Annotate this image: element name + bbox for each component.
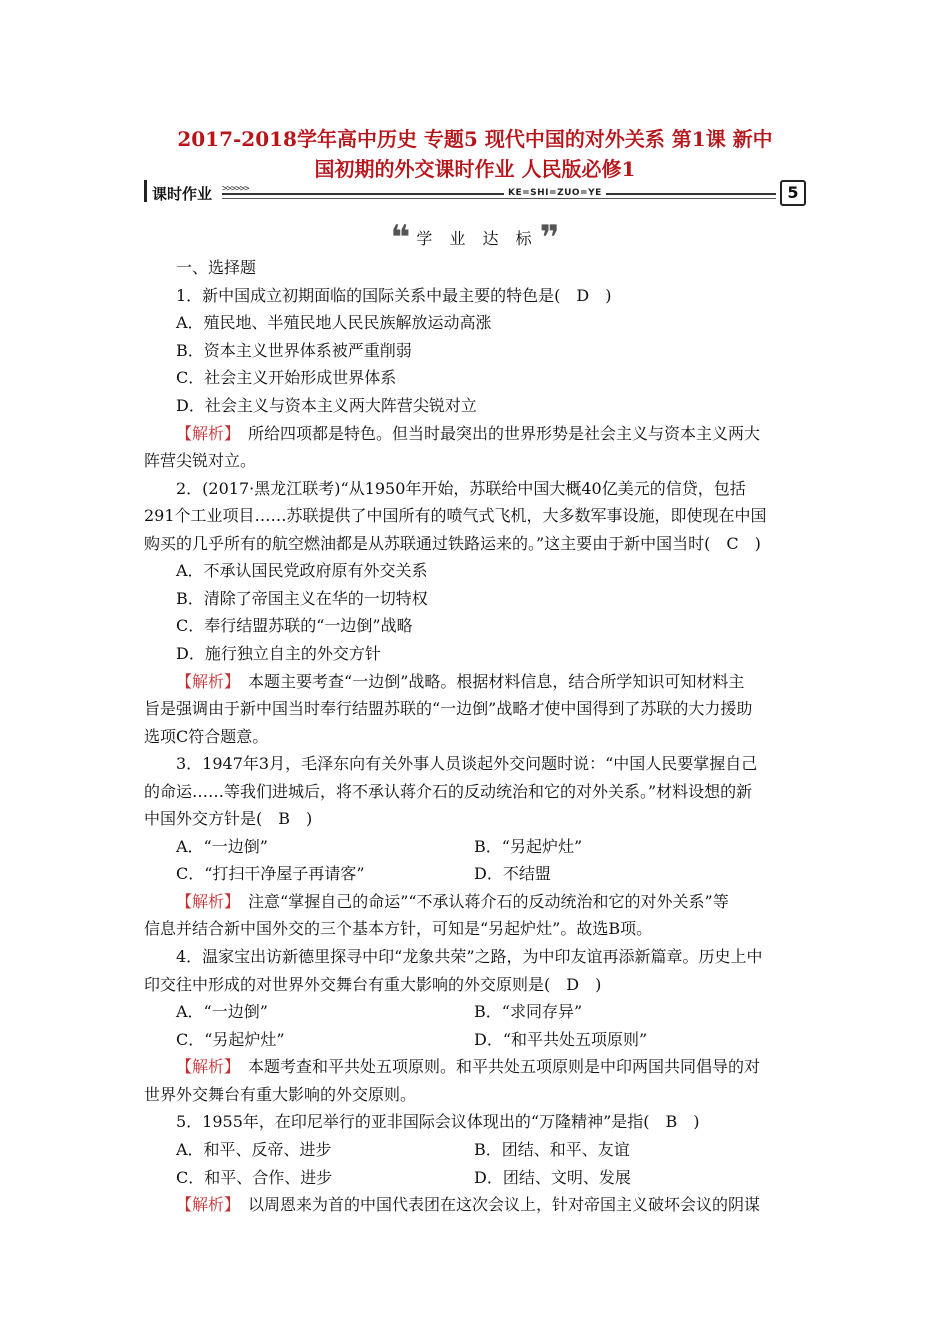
q2-explanation-text: 本题主要考查“一边倒”战略。根据材料信息，结合所学知识可知材料主 [232, 672, 745, 691]
open-quote-icon: ❝ [390, 217, 411, 258]
q3-option-a: A．“一边倒” [176, 837, 268, 856]
homework-banner [144, 180, 806, 206]
explanation-tag: 【解析】 [176, 1195, 233, 1214]
document-title-line-2: 国初期的外交课时作业 人民版必修1 [314, 157, 636, 181]
explanation-tag: 【解析】 [176, 424, 233, 443]
q5-explanation-text: 以周恩来为首的中国代表团在这次会议上，针对帝国主义破坏会议的阴谋 [232, 1195, 761, 1214]
q5-explanation-line-1 [176, 1195, 760, 1215]
q3-explanation-line-1 [176, 892, 729, 912]
q3-option-d: D．不结盟 [474, 864, 551, 883]
banner-pinyin: KE=SHI=ZUO=YE [504, 188, 606, 198]
q3-stem-line-3: 中国外交方针是( B ) [144, 809, 313, 828]
explanation-tag: 【解析】 [176, 892, 233, 911]
q2-stem-line-1: 2．(2017·黑龙江联考)“从1950年开始，苏联给中国大概40亿美元的信贷，包括 [176, 479, 746, 498]
q2-explanation-line-2: 旨是强调由于新中国当时奉行结盟苏联的“一边倒”战略才使中国得到了苏联的大力援助 [144, 699, 753, 718]
q5-option-a: A．和平、反帝、进步 [176, 1140, 332, 1159]
q2-stem-line-3: 购买的几乎所有的航空燃油都是从苏联通过铁路运来的。”这主要由于新中国当时( C ) [144, 534, 761, 553]
q4-explanation-text: 本题考查和平共处五项原则。和平共处五项原则是中印两国共同倡导的对 [232, 1057, 761, 1076]
q3-stem-line-1: 3．1947年3月，毛泽东向有关外事人员谈起外交问题时说：“中国人民要掌握自己 [176, 754, 758, 773]
q4-explanation-line-2: 世界外交舞台有重大影响的外交原则。 [144, 1085, 417, 1104]
q2-stem-line-2: 291个工业项目……苏联提供了中国所有的喷气式飞机，大多数军事设施，即使现在中国 [144, 506, 767, 525]
q4-stem-line-2: 印交往中形成的对世界外交舞台有重大影响的外交原则是( D ) [144, 975, 602, 994]
q2-option-b: B．清除了帝国主义在华的一切特权 [176, 589, 428, 608]
section-heading [0, 217, 950, 258]
banner-corner-bracket [144, 180, 151, 202]
q5-option-d: D．团结、文明、发展 [474, 1168, 631, 1187]
q3-option-b: B．“另起炉灶” [474, 837, 583, 856]
q5-stem: 5．1955年，在印尼举行的亚非国际会议体现出的“万隆精神”是指( B ) [176, 1112, 700, 1131]
q1-option-b: B．资本主义世界体系被严重削弱 [176, 341, 412, 360]
banner-label: 课时作业 [152, 185, 213, 203]
explanation-tag: 【解析】 [176, 1057, 233, 1076]
q3-option-c: C．“打扫干净屋子再请客” [176, 864, 365, 883]
part-heading: 一、选择题 [176, 258, 257, 277]
q1-option-d: D．社会主义与资本主义两大阵营尖锐对立 [176, 396, 477, 415]
banner-rule-thin [222, 198, 776, 199]
q4-option-a: A．“一边倒” [176, 1002, 268, 1021]
q4-option-b: B．“求同存异” [474, 1002, 583, 1021]
document-title-line-1: 2017-2018学年高中历史 专题5 现代中国的对外关系 第1课 新中 [177, 127, 773, 151]
q5-option-c: C．和平、合作、进步 [176, 1168, 333, 1187]
q3-stem-line-2: 的命运……等我们进城后，将不承认蒋介石的反动统治和它的对外关系。”材料设想的新 [144, 782, 753, 801]
q5-option-b: B．团结、和平、友谊 [474, 1140, 630, 1159]
close-quote-icon: ❞ [539, 217, 560, 258]
q4-option-c: C．“另起炉灶” [176, 1030, 285, 1049]
q4-option-d: D．“和平共处五项原则” [474, 1030, 648, 1049]
q1-option-a: A．殖民地、半殖民地人民民族解放运动高涨 [176, 313, 492, 332]
q2-option-d: D．施行独立自主的外交方针 [176, 644, 381, 663]
section-label: 学 业 达 标 [416, 229, 538, 248]
q2-option-c: C．奉行结盟苏联的“一边倒”战略 [176, 616, 413, 635]
q4-explanation-line-1 [176, 1057, 760, 1077]
q2-explanation-line-3: 选项C符合题意。 [144, 727, 269, 746]
q1-explanation-line-1 [176, 424, 760, 444]
q1-option-c: C．社会主义开始形成世界体系 [176, 368, 397, 387]
banner-rule [222, 193, 776, 195]
q2-option-a: A．不承认国民党政府原有外交关系 [176, 561, 428, 580]
banner-arrows-icon: >>>>>> [222, 184, 249, 194]
q1-stem: 1．新中国成立初期面临的国际关系中最主要的特色是( D ) [176, 286, 612, 305]
q3-explanation-text: 注意“掌握自己的命运”“不承认蒋介石的反动统治和它的对外关系”等 [232, 892, 729, 911]
banner-number-badge: 5 [780, 180, 806, 206]
q1-explanation-line-2: 阵营尖锐对立。 [144, 451, 257, 470]
q4-stem-line-1: 4．温家宝出访新德里探寻中印“龙象共荣”之路，为中印友谊再添新篇章。历史上中 [176, 947, 763, 966]
explanation-tag: 【解析】 [176, 672, 233, 691]
q2-explanation-line-1 [176, 672, 744, 692]
q3-explanation-line-2: 信息并结合新中国外交的三个基本方针，可知是“另起炉灶”。故选B项。 [144, 919, 653, 938]
q1-explanation-text: 所给四项都是特色。但当时最突出的世界形势是社会主义与资本主义两大 [232, 424, 761, 443]
